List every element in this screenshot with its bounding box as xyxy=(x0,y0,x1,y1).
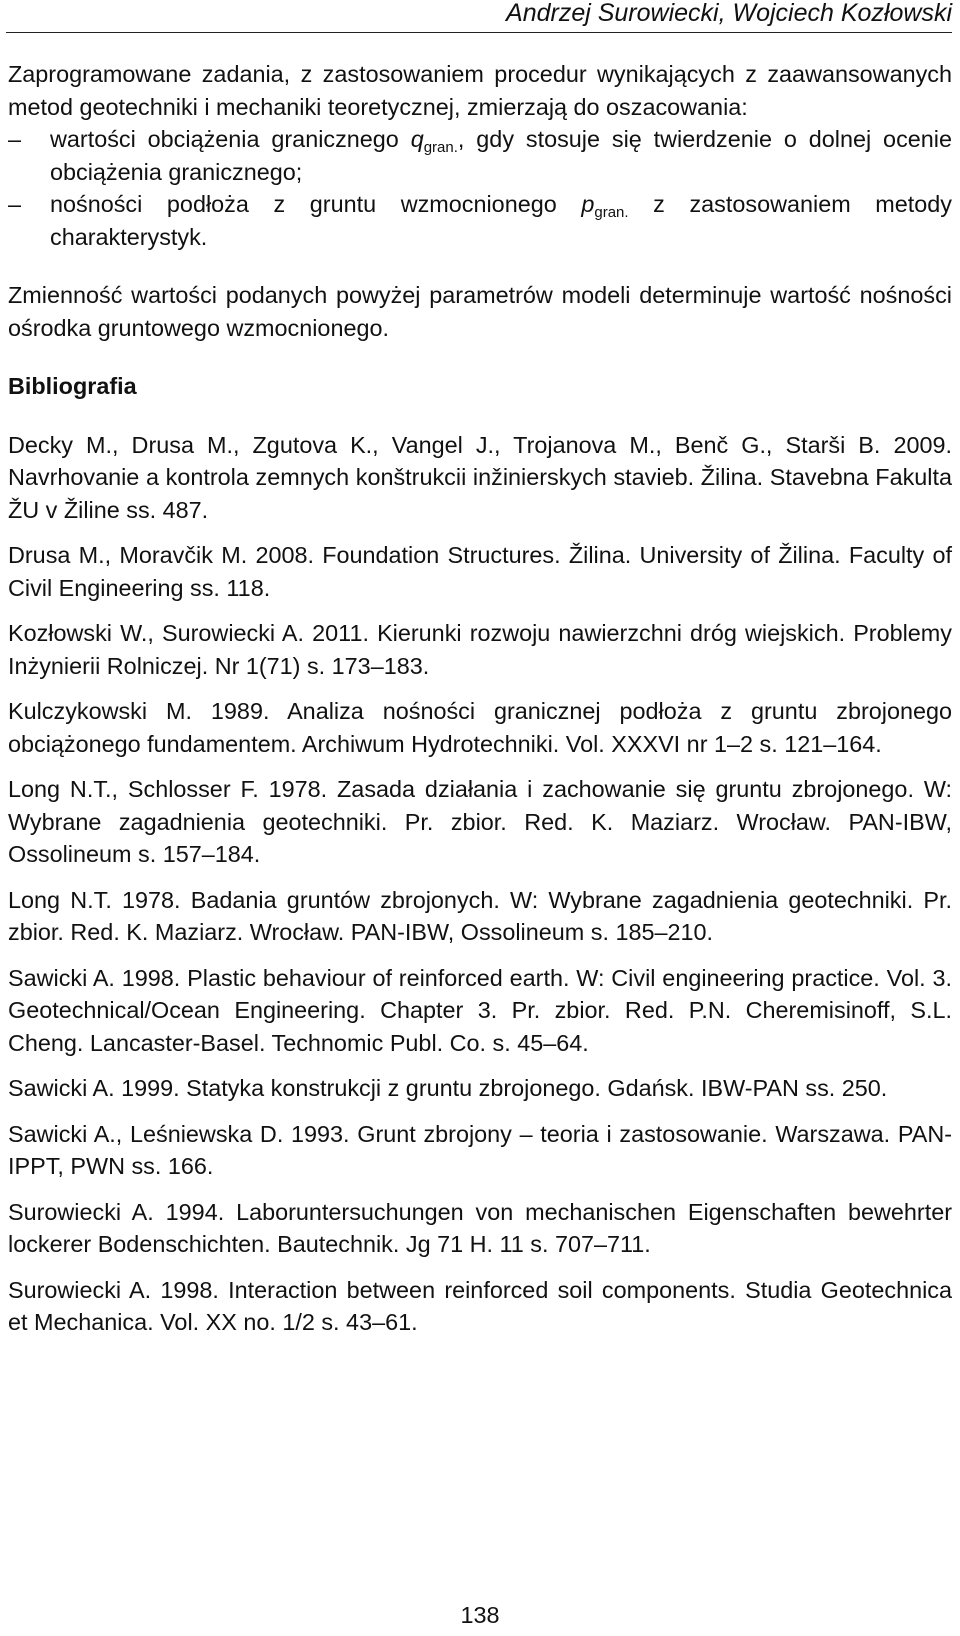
list-item xyxy=(8,123,952,188)
list-item-text: z zastosowaniem metody charakterystyk. xyxy=(50,191,952,250)
header-authors: Andrzej Surowiecki, Wojciech Kozłowski xyxy=(506,0,952,27)
bibliography-entry: Decky M., Drusa M., Zgutova K., Vangel J., Trojanova M., Benč G., Starši B. 2009. Navrhovanie a kontrola zemnych konštrukcii inžinierskych stavieb. Žilina. Stavebna Fakulta ŽU v Žiline ss. 487. xyxy=(8,431,952,523)
bibliography-entry: Kulczykowski M. 1989. Analiza nośności granicznej podłoża z gruntu zbrojonego obciążonego fundamentem. Archiwum Hydrotechniki. Vol. XXXVI nr 1–2 s. 121–164. xyxy=(8,698,952,757)
symbol-p: p xyxy=(581,191,595,217)
bibliography-entry: Long N.T. 1978. Badania gruntów zbrojonych. W: Wybrane zagadnienia geotechniki. Pr. zbior. Red. K. Maziarz. Wrocław. PAN-IBW, Ossolineum s. 185–210. xyxy=(8,886,952,945)
subscript-gran: gran. xyxy=(594,204,629,221)
dash-bullet: – xyxy=(8,126,22,152)
list-item xyxy=(8,188,952,253)
bibliography-heading: Bibliografia xyxy=(8,373,137,399)
objectives-list xyxy=(8,123,952,253)
bibliography-list xyxy=(8,429,952,1339)
subscript-gran: gran. xyxy=(423,139,458,156)
list-item-text: nośności podłoża z gruntu wzmocnionego xyxy=(50,191,582,217)
bibliography-entry: Sawicki A. 1999. Statyka konstrukcji z gruntu zbrojonego. Gdańsk. IBW-PAN ss. 250. xyxy=(8,1075,888,1101)
intro-paragraph: Zaprogramowane zadania, z zastosowaniem procedur wynikających z zaawansowanych metod geotechniki i mechaniki teoretycznej, zmierzają do oszacowania: xyxy=(8,61,952,120)
bibliography-entry: Sawicki A., Leśniewska D. 1993. Grunt zbrojony – teoria i zastosowanie. Warszawa. PAN-IPPT, PWN ss. 166. xyxy=(8,1120,952,1179)
list-item-text: wartości obciążenia granicznego xyxy=(50,126,411,152)
running-head xyxy=(6,0,952,33)
bibliography-entry: Drusa M., Moravčik M. 2008. Foundation Structures. Žilina. University of Žilina. Faculty of Civil Engineering ss. 118. xyxy=(8,542,952,601)
bibliography-entry: Surowiecki A. 1998. Interaction between reinforced soil components. Studia Geotechnica et Mechanica. Vol. XX no. 1/2 s. 43–61. xyxy=(8,1276,952,1335)
bibliography-entry: Surowiecki A. 1994. Laboruntersuchungen von mechanischen Eigenschaften bewehrter lockerer Bodenschichten. Bautechnik. Jg 71 H. 11 s. 707–711. xyxy=(8,1198,952,1257)
bibliography-entry: Long N.T., Schlosser F. 1978. Zasada działania i zachowanie się gruntu zbrojonego. W: Wybrane zagadnienia geotechniki. Pr. zbior. Red. K. Maziarz. Wrocław. PAN-IBW, Ossolineum s. 157–184. xyxy=(8,776,952,867)
summary-paragraph: Zmienność wartości podanych powyżej parametrów modeli determinuje wartość nośności ośrodka gruntowego wzmocnionego. xyxy=(8,282,952,341)
page-body xyxy=(8,58,952,1352)
bibliography-entry: Kozłowski W., Surowiecki A. 2011. Kierunki rozwoju nawierzchni dróg wiejskich. Problemy Inżynierii Rolniczej. Nr 1(71) s. 173–183. xyxy=(8,620,952,679)
symbol-q: q xyxy=(410,126,424,152)
page-number: 138 xyxy=(460,1602,500,1628)
list-item-text: , gdy stosuje się twierdzenie o dolnej ocenie obciążenia granicznego; xyxy=(50,126,952,185)
bibliography-entry: Sawicki A. 1998. Plastic behaviour of reinforced earth. W: Civil engineering practice. Vol. 3. Geotechnical/Ocean Engineering. Chapter 3. Pr. zbior. Red. P.N. Cheremisinoff, S.L. Cheng. Lancaster-Basel. Technomic Publ. Co. s. 45–64. xyxy=(8,964,952,1056)
dash-bullet: – xyxy=(8,191,22,217)
